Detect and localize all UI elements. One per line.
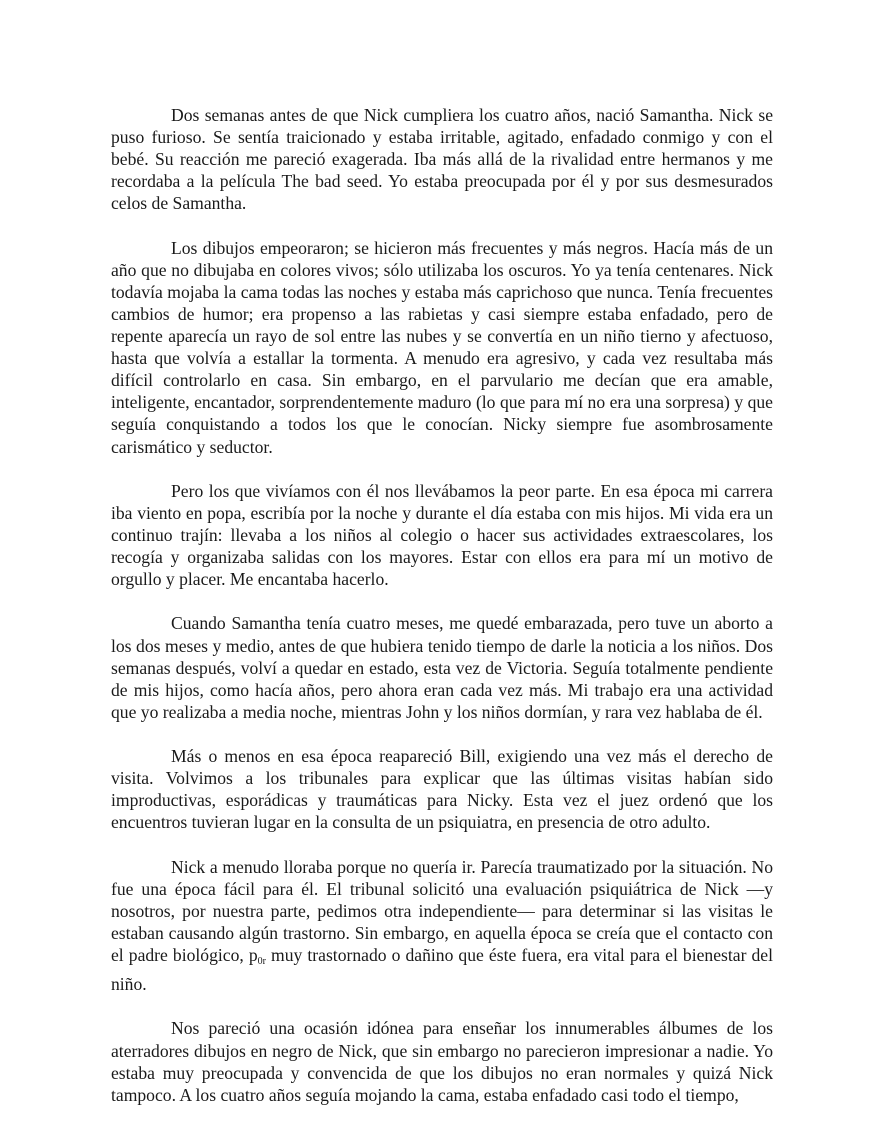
scan-artifact-text: 0r	[257, 956, 266, 968]
paragraph-text: Nick a menudo lloraba porque no quería ir. Parecía traumatizado por la situación. No fue una época fácil para él. El tribunal solicitó una evaluación psiquiátrica de Nick —y nosotros, por nuestra parte, pedimos otra independiente— para determinar si las visitas le estaban causando algún trastorno. Sin embargo, en aquella época se creía que el contacto con el padre biológico, p	[111, 856, 773, 966]
paragraph: Pero los que vivíamos con él nos llevábamos la peor parte. En esa época mi carrera iba viento en popa, escribía por la noche y durante el día estaba con mis hijos. Mi vida era un continuo trajín: llevaba a los niños al colegio o hacer sus actividades extraescolares, los recogía y organizaba salidas con los mayores. Estar con ellos era para mí un motivo de orgullo y placer. Me encantaba hacerlo.	[111, 480, 773, 590]
paragraph: Más o menos en esa época reapareció Bill, exigiendo una vez más el derecho de visita. Volvimos a los tribunales para explicar que las últimas visitas habían sido improductivas, esporádicas y traumáticas para Nicky. Esta vez el juez ordenó que los encuentros tuvieran lugar en la consulta de un psiquiatra, en presencia de otro adulto.	[111, 746, 773, 833]
paragraph-text: muy trastornado o dañino que éste fuera, era vital para el bienestar del niño.	[111, 945, 773, 995]
paragraph: Dos semanas antes de que Nick cumpliera los cuatro años, nació Samantha. Nick se puso furioso. Se sentía traicionado y estaba irritable, agitado, enfadado conmigo y con el bebé. Su reacción me pareció exagerada. Iba más allá de la rivalidad entre hermanos y me recordaba a la película The bad seed. Yo estaba preocupada por él y por sus desmesurados celos de Samantha.	[111, 105, 773, 214]
document-page	[111, 104, 773, 1128]
paragraph: Nos pareció una ocasión idónea para enseñar los innumerables álbumes de los aterradores dibujos en negro de Nick, que sin embargo no parecieron impresionar a nadie. Yo estaba muy preocupada y convencida de que los dibujos no eran normales y quizá Nick tampoco. A los cuatro años seguía mojando la cama, estaba enfadado casi todo el tiempo,	[111, 1018, 773, 1105]
paragraph: Cuando Samantha tenía cuatro meses, me quedé embarazada, pero tuve un aborto a los dos meses y medio, antes de que hubiera tenido tiempo de darle la noticia a los niños. Dos semanas después, volví a quedar en estado, esta vez de Victoria. Seguía totalmente pendiente de mis hijos, como hacía años, pero ahora eran cada vez más. Mi trabajo era una actividad que yo realizaba a media noche, mientras John y los niños dormían, y rara vez hablaba de él.	[111, 613, 773, 722]
paragraph	[111, 856, 773, 996]
paragraph: Los dibujos empeoraron; se hicieron más frecuentes y más negros. Hacía más de un año que no dibujaba en colores vivos; sólo utilizaba los oscuros. Yo ya tenía centenares. Nick todavía mojaba la cama todas las noches y estaba más caprichoso que nunca. Tenía frecuentes cambios de humor; era propenso a las rabietas y casi siempre estaba enfadado, pero de repente aparecía un rayo de sol entre las nubes y se convertía en un niño tierno y afectuoso, hasta que volvía a estallar la tormenta. A menudo era agresivo, y cada vez resultaba más difícil controlarlo en casa. Sin embargo, en el parvulario me decían que era amable, inteligente, encantador, sorprendentemente maduro (lo que para mí no era una sorpresa) y que seguía conquistando a todos los que le conocían. Nicky siempre fue asombrosamente carismático y seductor.	[111, 237, 773, 457]
